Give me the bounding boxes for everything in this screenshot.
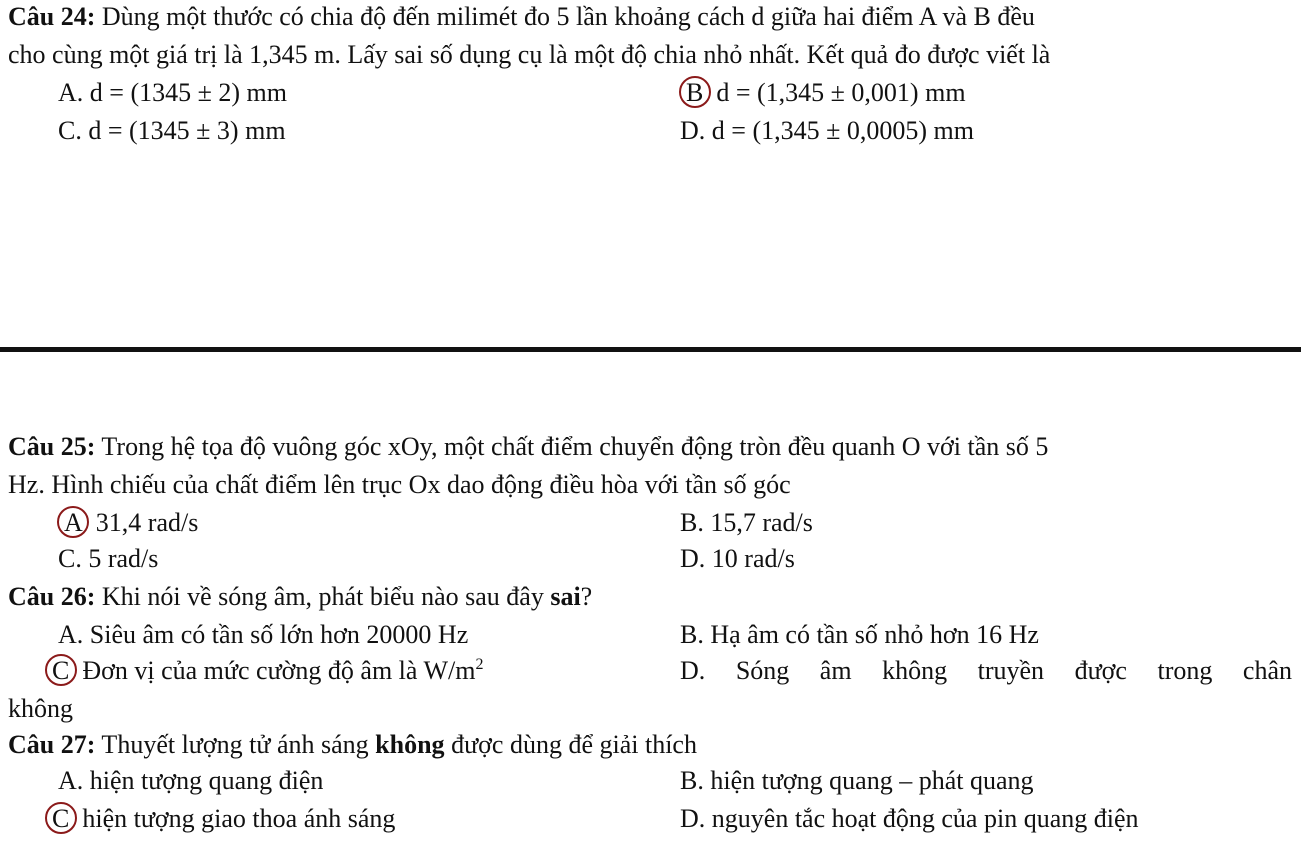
q25-label: Câu 25: <box>8 432 96 461</box>
q26-option-c[interactable]: C Đơn vị của mức cường độ âm là $W/m^2$ <box>52 656 484 685</box>
q27-stem: Câu 27: Thuyết lượng tử ánh sáng không được dùng để giải thích <box>8 730 697 759</box>
q26-option-b[interactable]: B. Hạ âm có tần số nhỏ hơn 16 Hz <box>680 620 1039 649</box>
q24-option-b[interactable]: B d = (1,345 ± 0,001) mm <box>686 78 966 107</box>
answer-circle-icon: C <box>52 804 70 833</box>
q24-label: Câu 24: <box>8 2 96 31</box>
q24-option-a[interactable]: A. d = (1345 ± 2) mm <box>58 78 287 107</box>
q24-stem-line1: Câu 24: Dùng một thước có chia độ đến milimét đo 5 lần khoảng cách d giữa hai điểm A và B đều <box>8 2 1035 31</box>
q27-option-d[interactable]: D. nguyên tắc hoạt động của pin quang điện <box>680 804 1139 833</box>
q25-option-a[interactable]: A 31,4 rad/s <box>64 508 199 537</box>
q26-option-d[interactable]: D. Sóng âm không truyền được trong chân <box>680 656 1292 685</box>
section-divider <box>0 347 1301 352</box>
q25-option-c[interactable]: C. 5 rad/s <box>58 544 159 573</box>
answer-circle-icon: A <box>64 508 83 537</box>
q25-stem-line1: Câu 25: Trong hệ tọa độ vuông góc xOy, một chất điểm chuyển động tròn đều quanh O với tần số 5 <box>8 432 1049 461</box>
q27-label: Câu 27: <box>8 730 96 759</box>
q24-option-d[interactable]: D. d = (1,345 ± 0,0005) mm <box>680 116 974 145</box>
q26-option-a[interactable]: A. Siêu âm có tần số lớn hơn 20000 Hz <box>58 620 469 649</box>
q24-option-c[interactable]: C. d = (1345 ± 3) mm <box>58 116 286 145</box>
q25-option-b[interactable]: B. 15,7 rad/s <box>680 508 813 537</box>
q27-option-a[interactable]: A. hiện tượng quang điện <box>58 766 324 795</box>
q25-stem-line2: Hz. Hình chiếu của chất điểm lên trục Ox dao động điều hòa với tần số góc <box>8 470 791 499</box>
q24-stem-line2: cho cùng một giá trị là 1,345 m. Lấy sai số dụng cụ là một độ chia nhỏ nhất. Kết quả đo được viết là <box>8 40 1051 69</box>
q26-option-d-continuation: không <box>8 694 73 723</box>
q25-option-d[interactable]: D. 10 rad/s <box>680 544 795 573</box>
q27-option-c[interactable]: C hiện tượng giao thoa ánh sáng <box>52 804 396 833</box>
q27-option-b[interactable]: B. hiện tượng quang – phát quang <box>680 766 1034 795</box>
q26-stem: Câu 26: Khi nói về sóng âm, phát biểu nào sau đây sai? <box>8 582 593 611</box>
answer-circle-icon: B <box>686 78 704 107</box>
answer-circle-icon: C <box>52 656 70 685</box>
q26-label: Câu 26: <box>8 582 96 611</box>
